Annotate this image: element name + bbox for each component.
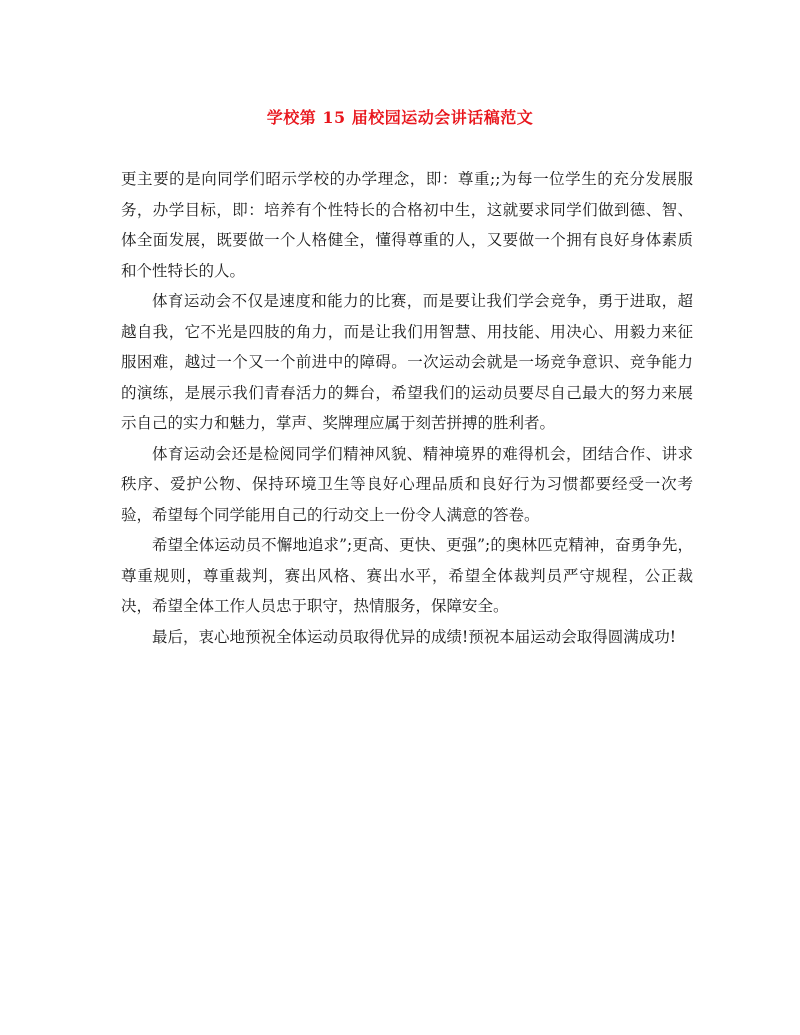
paragraph-4: 希望全体运动员不懈地追求”;更高、更快、更强”;的奥林匹克精神，奋勇争先，尊重规则，尊重裁判，赛出风格、赛出水平，希望全体裁判员严守规程，公正裁决，希望全体工作人员忠于职守，热情服务，保障安全。: [121, 536, 693, 615]
paragraph-5: 最后，衷心地预祝全体运动员取得优异的成绩!预祝本届运动会取得圆满成功!: [152, 627, 676, 646]
document-title: 学校第 15 届校园运动会讲话稿范文: [266, 108, 534, 127]
paragraph-1: 更主要的是向同学们昭示学校的办学理念，即：尊重;;为每一位学生的充分发展服务，办学目标，即：培养有个性特长的合格初中生，这就要求同学们做到德、智、体全面发展，既要做一个人格健全，懂得尊重的人，又要做一个拥有良好身体素质和个性特长的人。: [121, 170, 693, 280]
paragraph-2: 体育运动会不仅是速度和能力的比赛，而是要让我们学会竞争，勇于进取，超越自我，它不光是四肢的角力，而是让我们用智慧、用技能、用决心、用毅力来征服困难，越过一个又一个前进中的障碍。一次运动会就是一场竞争意识、竞争能力的演练，是展示我们青春活力的舞台，希望我们的运动员要尽自己最大的努力来展示自己的实力和魅力，掌声、奖牌理应属于刻苦拼搏的胜利者。: [121, 292, 693, 432]
paragraph-3: 体育运动会还是检阅同学们精神风貌、精神境界的难得机会，团结合作、讲求秩序、爱护公物、保持环境卫生等良好心理品质和良好行为习惯都要经受一次考验，希望每个同学能用自己的行动交上一份令人满意的答卷。: [121, 444, 693, 524]
document-body: [121, 164, 693, 652]
